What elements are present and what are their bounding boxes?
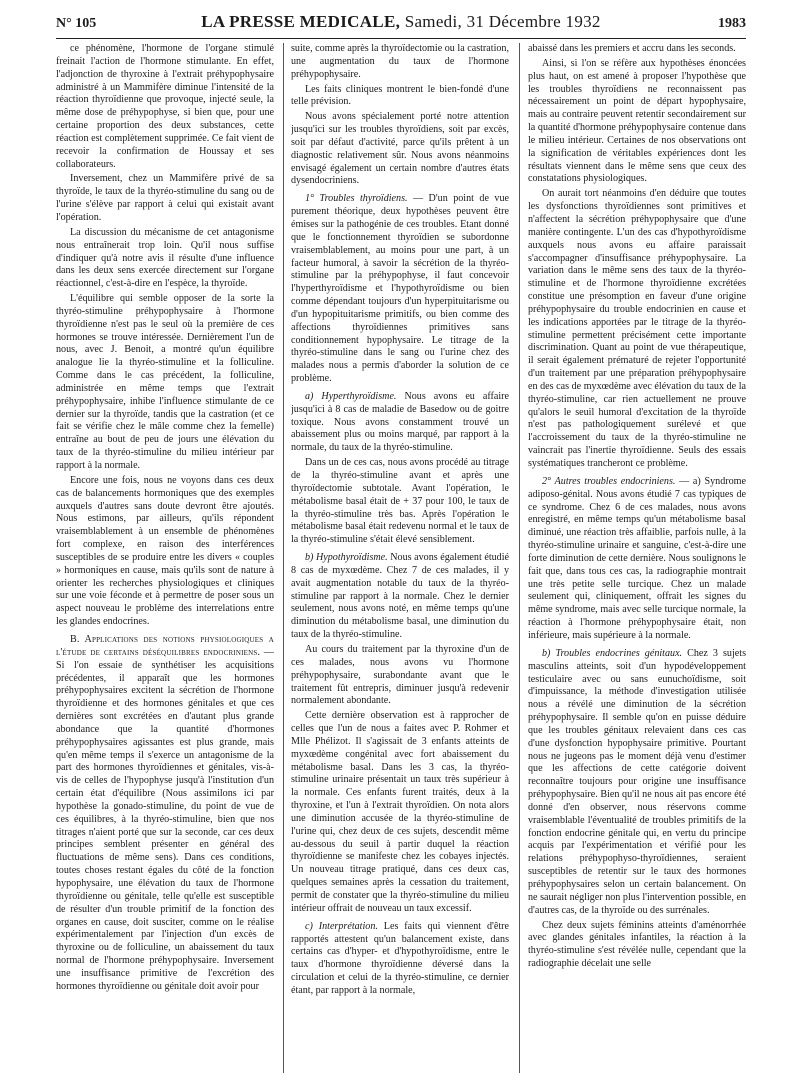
paragraph (528, 920, 746, 971)
header-rule (56, 38, 746, 39)
paragraph (56, 634, 274, 994)
column-divider (519, 43, 520, 1073)
text-column-3 (528, 43, 746, 1073)
paragraph-text: abaissé dans les premiers et accru dans les seconds. (528, 43, 736, 54)
paragraph (528, 43, 746, 56)
paragraph (291, 921, 509, 998)
paragraph (528, 58, 746, 186)
paragraph (291, 111, 509, 188)
paragraph (291, 193, 509, 386)
paragraph (291, 457, 509, 547)
journal-masthead (166, 12, 636, 32)
paragraph-text: On aurait tort néanmoins d'en déduire que toutes les dysfonctions thyroïdiennes sont primitives et n'affectent la sécrétion préhypophysaire que d'une manière contingente. L'un des cas d'hypothyroïdisme auxquels nous avons eu affaire paraissait s'accompagner d'insuffisance préhypophysaire. La variation dans le même sens des taux de la thyréo-stimuline et de l'hormone thyroïdienne excrétées constitue une présomption en faveur d'une origine préhypophysaire du trouble endocrinien en cause et les indications apportées par le titrage de la thyréo-stimuline permettent précisément cette importante discrimination. Quant au point de vue thérapeutique, il serait également prématuré de rejeter l'opportunité d'un traitement par une préparation préhypophysaire en des cas de myxœdème avec élévation du taux de la thyréo-stimuline, car rien actuellement ne prouve qu'alors le seuil humoral d'excitation de la thyroïde n'est pas pathologiquement surélevé et que l'accroissement du taux de la thyréo-stimuline ne vaincrait pas l'inertie thyroïdienne. Seuls des essais systématiques trancheront ce problème. (528, 188, 746, 469)
subsection-heading: b) Hypothyroïdisme. (305, 552, 388, 564)
subsection-heading: c) Interprétation. (305, 920, 378, 932)
paragraph-text: Nous avons eu affaire jusqu'ici à 8 cas de maladie de Basedow ou de goitre toxique. Nous avons constamment trouvé un abaissement plus ou moins marqué, par rapport à la normale, du taux de la thyréo-stimuline. (291, 390, 509, 454)
paragraph-text: Chez deux sujets féminins atteints d'aménorrhée avec glandes génitales infantiles, la réaction à la thyréo-stimuline s'est révélée nulle, cependant que la radiographie décelait une selle (528, 919, 746, 970)
paragraph-text: Chez 3 sujets masculins atteints, soit d'un hypodéveloppement testiculaire avec ou sans eunuchoïdisme, soit d'impuissance, la méthode d'investigation utilisée nous a révélé une diminution de la sécrétion préhypophysaire. Il semble qu'on en puisse déduire que les troubles génitaux relevaient dans ces cas d'une dysfonction hypophysaire primitive. Pourtant nous ne jugeons pas le moment déjà venu d'estimer que les affections de cette catégorie doivent reconnaître toujours pour origine une insuffisance préhypophysaire. Bien qu'il ne nous ait pas encore été donné d'en observer, nous réservons comme vraisemblable l'éventualité de troubles primitifs de la fonction endocrine génitale qui, en vertu du principe acquis par l'expérimentation et vérifié pour les relations préhypophyso-thyroïdiennes, seraient susceptibles de retentir sur le taux des hormones préhypophysaires selon un certain balancement. On ne saurait négliger non plus l'intervention possible, en d'autres cas, de la thyroïde ou des surrénales. (528, 647, 746, 916)
paragraph (291, 84, 509, 110)
subsection-heading: a) Hyperthyroïdisme. (305, 390, 397, 402)
paragraph-text: Nous avons spécialement porté notre attention jusqu'ici sur les troubles thyroïdiens, soit par excès, soit par défaut d'activité, parce qu'ils prêtent à un diagnostic relativement sûr. Nous avons néanmoins envisagé également un certain nombre d'autres états dysendocriniens. (291, 111, 509, 187)
section-heading: B. Applications des notions physiologiques a l'étude de certains déséquilibres endocriniens. (56, 633, 274, 658)
issue-date: Samedi, 31 Décembre 1932 (404, 12, 601, 31)
paragraph (56, 43, 274, 171)
subsection-heading: 2° Autres troubles endocriniens. (542, 475, 676, 487)
page-number: 1983 (718, 16, 746, 31)
paragraph-text: Encore une fois, nous ne voyons dans ces deux cas de balancements hormoniques que des exemples auxquels d'autres sans doute devront être ajoutés. Nous estimons, par ailleurs, qu'ils répondent vraisemblablement à un ensemble de phénomènes fort complexe, en raison des interférences susceptibles de se produire entre les divers « couples » hormoniques en cause, mais qu'ils sont de nature à orienter les recherches physiologiques et cliniques sur une voie féconde et à permettre de poser sous un aspect nouveau le problème des interrelations entre les glandes endocrines. (56, 474, 274, 628)
journal-name: LA PRESSE MEDICALE, (201, 12, 401, 31)
paragraph (528, 188, 746, 471)
paragraph-text: Cette dernière observation est à rapprocher de celles que l'un de nous a faites avec P. Rohmer et Mlle Phélizot. Il s'agissait de 3 enfants atteints de myxœdème congénital avec fort abaissement du métabolisme basal. Dans les 3 cas, la thyréo-stimuline urinaire présentait un taux très supérieur à la normale. Ces enfants furent traités, deux à la thyroxine, et l'un à l'extrait thyroïdien. On nota alors une diminution accusée de la thyréo-stimuline de l'urine qui, chez deux de ces sujets, descendit même au-dessous du seuil à partir duquel la réaction thyroïdienne se manifeste chez les cobayes injectés. Un nouveau titrage pratiqué, dans ces deux cas, quelques semaines après la cessation du traitement, permit de constater que la thyréo-stimuline du milieu intérieur offrait de nouveau un taux excessif. (291, 710, 509, 914)
subsection-heading: b) Troubles endocrines génitaux. (542, 647, 683, 659)
paragraph (291, 391, 509, 455)
paragraph-text: — D'un point de vue purement théorique, deux hypothèses peuvent être émises sur la pathogénie de ces troubles. Etant donné que le fonctionnement thyroïdien se subordonne vraisemblablement, au moins pour une part, à un facteur humoral, à savoir la sécrétion de la thyréo-stimuline par la préhypophyse, il faut concevoir l'hyperthyroïdisme et l'hypothyroïdisme ou bien comme dépendant toujours d'un hyperpituitarisme ou d'un hypopituitarisme primitifs, ou bien comme des affections thyroïdiennes primitives sans conditionnement hypophysaire. Le titrage de la thyréo-stimuline dans le sang ou l'urine chez des malades nous a permis d'aborder la solution de ce problème. (291, 193, 509, 385)
paragraph (528, 476, 746, 643)
issue-number: N° 105 (56, 16, 97, 31)
paragraph-text: La discussion du mécanisme de cet antagonisme nous entraînerait trop loin. Qu'il nous suffise d'indiquer qu'à notre avis il résulte d'une influence dans les deux sens exercée directement sur l'organe réactionnel, c'est-à-dire en l'espèce, la thyroïde. (56, 226, 274, 290)
paragraph-text: L'équilibre qui semble opposer de la sorte la thyréo-stimuline préhypophysaire à l'hormone thyroïdienne n'est pas le seul où la première de ces hormones se trouve intéressée. Dernièrement l'un de nous, avec J. Benoit, a montré qu'un équilibre analogue lie la thyréo-stimuline et la folliculine. Comme dans le cas précédent, la folliculine, administrée en même temps que l'extrait préhypophysaire, inhibe l'influence stimulante de ce dernier sur la thyroïde, tandis que la castration (et ce fait se vérifie chez le mâle comme chez la femelle) entraîne au bout de peu de jours une élévation du taux de la thyréo-stimuline du milieu intérieur par rapport à la normale. (56, 293, 274, 471)
paragraph (56, 173, 274, 224)
paragraph (528, 648, 746, 918)
paragraph (291, 552, 509, 642)
paragraph-text: Les faits qui viennent d'être rapportés attestent qu'un balancement existe, dans certains cas d'hyper- et d'hypothyroïdisme, entre le taux d'hormone thyroïdienne déversé dans la circulation et celui de la thyréo-stimuline, ce dernier étant, par rapport à la normale, (291, 920, 509, 996)
paragraph-text: Les faits cliniques montrent le bien-fondé d'une telle prévision. (291, 83, 509, 108)
paragraph-text: ce phénomène, l'hormone de l'organe stimulé freinait l'action de l'hormone stimulante. En effet, l'adjonction de thyroxine à l'extrait préhypophysaire administré à un Mammifère diminue l'intensité de la réaction thyroïdienne que provoque, injecté seule, la même dose de préhypophyse, si bien que, pour une certaine proportion des deux substances, cette réaction est complètement supprimée. Ce fait vient de recevoir la confirmation de Houssay et ses collaborateurs. (56, 43, 274, 170)
paragraph (291, 710, 509, 916)
paragraph-text: Au cours du traitement par la thyroxine d'un de ces malades, nous avons vu l'hormone préhypophysaire, surabondante avant que le traitement fût entrepris, diminuer jusqu'à redevenir normalement abondante. (291, 643, 509, 707)
text-column-1 (56, 43, 274, 1073)
subsection-heading: 1° Troubles thyroïdiens. (305, 193, 408, 205)
column-divider (283, 43, 284, 1073)
paragraph (56, 227, 274, 291)
paragraph (291, 644, 509, 708)
paragraph (56, 475, 274, 629)
paragraph-text: Inversement, chez un Mammifère privé de sa thyroïde, le taux de la thyréo-stimuline du sang ou de l'urine s'élève par rapport à celui qui existait avant l'opération. (56, 173, 274, 223)
paragraph-text: — a) Syndrome adiposo-génital. Nous avons étudié 7 cas typiques de ce syndrome. Chez 6 de ces malades, nous avons enregistré, en même temps qu'un métabolisme basal diminué, une réaction très affaiblie, parfois nulle, à la thyréo-stimuline urinaire et sanguine, c'est-à-dire une forte diminution de cette dernière. Nous soulignons le fait que, dans tous ces cas, la radiographie montrait une très petite selle turcique. Chez un malade seulement qui, cliniquement, offrait les signes du même syndrome, mais avec selle turcique normale, la réaction à l'hormone préhypophysaire était, non inférieure, mais supérieure à la normale. (528, 475, 746, 641)
paragraph (56, 293, 274, 473)
paragraph-text: — Si l'on essaie de synthétiser les acquisitions précédentes, il apparaît que les hormones préhypophysaires excitent la sécrétion de l'hormone thyroïdienne et des hormones génitales et que ces dernières sont excrétées en d'autant plus grande abondance que la quantité d'hormones préhypophysaires agissantes est plus grande, mais qu'en même temps il s'exerce un antagonisme de la part des hormones thyroïdiennes et génitales, vis-à-vis de celles de l'hypophyse jusqu'à l'institution d'un certain état d'équilibre (Nous assimilons ici par hypothèse la gonado-stimuline, du point de vue de ces équilibres, à la thyréo-stimuline, bien que nos titrages n'aient porté que sur la seconde, car ces deux principes semblent présenter en général des fluctuations de même sens). Dans ces conditions, toutes choses restant égales du côté de la fonction hypophysaire, une élévation du taux de l'hormone thyroïdienne ou génitale, telle qu'elle est susceptible de résulter d'un trouble primitif de la fonction des organes en cause, doit susciter, comme on le réalise expérimentalement par l'injection d'un excès de thyroxine ou de folliculine, un abaissement du taux normal de l'hormone préhypophysaire. Inversement une insuffisance primitive de l'excrétion des hormones thyroïdienne ou génitale doit avoir pour (56, 646, 274, 992)
paragraph-text: Dans un de ces cas, nous avons procédé au titrage de la thyréo-stimuline avant et après une thyroïdectomie subtotale. Avant l'opération, le métabolisme basal était de + 37 pour 100, le taux de la thyréo-stimuline très bas. Après l'opération le métabolisme basal était redevenu normal et le taux de la thyréo-stimuline s'était élevé sensiblement. (291, 457, 509, 546)
text-column-2 (291, 43, 509, 1073)
paragraph-text: Ainsi, si l'on se réfère aux hypothèses énoncées plus haut, on est amené à proposer l'hypothèse que les troubles thyroïdiens ne reconnaissent pas nécessairement un point de départ hypophysaire, mais au contraire peuvent retentir secondairement sur la quantité d'hormone préhypophysaire contenue dans le milieu intérieur. Certaines de nos observations ont la signification de véritables expériences dont les résultats viennent dans le même sens que ceux des constatations physiologiques. (528, 57, 746, 185)
paragraph-text: Nous avons également étudié 8 cas de myxœdème. Chez 7 de ces malades, il y avait augmentation notable du taux de la thyréo-stimuline par rapport à la normale. Chez le dernier seulement, nous avons noté, en même temps qu'une diminution du métabolisme basal, une diminution du taux de la thyréo-stimuline. (291, 552, 509, 641)
paragraph-text: suite, comme après la thyroïdectomie ou la castration, une augmentation du taux de l'hormone préhypophysaire. (291, 43, 509, 80)
paragraph (291, 43, 509, 82)
